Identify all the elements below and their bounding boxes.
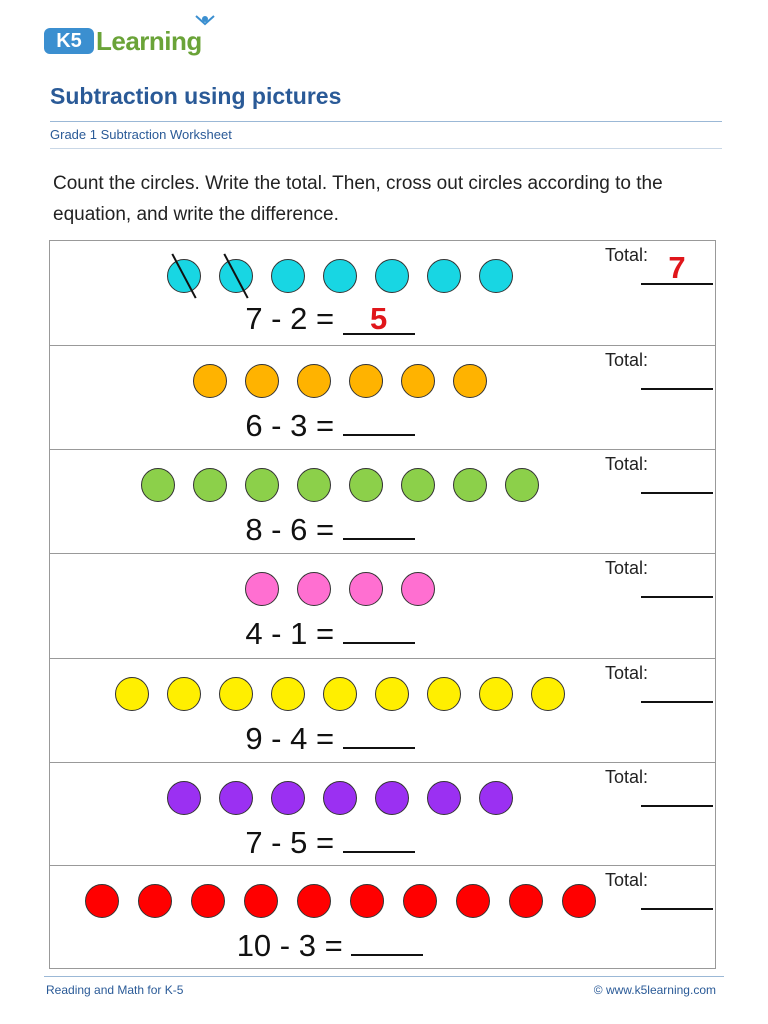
footer-divider bbox=[44, 976, 724, 977]
count-circle[interactable] bbox=[85, 884, 119, 918]
equation-text: 8 - 6 = bbox=[245, 512, 343, 547]
count-circle[interactable] bbox=[271, 259, 305, 293]
equation bbox=[50, 719, 610, 757]
count-circle[interactable] bbox=[245, 572, 279, 606]
page-title: Subtraction using pictures bbox=[50, 83, 342, 109]
total-label: Total: bbox=[605, 245, 649, 265]
footer-left-text: Reading and Math for K-5 bbox=[46, 983, 184, 997]
difference-answer-field[interactable] bbox=[351, 926, 423, 956]
count-circle[interactable] bbox=[271, 677, 305, 711]
difference-answer-field[interactable] bbox=[343, 823, 415, 853]
difference-answer-field[interactable] bbox=[343, 719, 415, 749]
k5-learning-logo bbox=[44, 24, 214, 58]
count-circle[interactable] bbox=[479, 259, 513, 293]
count-circle[interactable] bbox=[193, 364, 227, 398]
count-circle[interactable] bbox=[193, 468, 227, 502]
count-circle[interactable] bbox=[141, 468, 175, 502]
count-circle[interactable] bbox=[456, 884, 490, 918]
count-circle[interactable] bbox=[531, 677, 565, 711]
count-circle[interactable] bbox=[323, 781, 357, 815]
exercise-grid bbox=[49, 240, 716, 969]
total-label: Total: bbox=[605, 870, 649, 890]
equation bbox=[50, 614, 610, 652]
count-circle[interactable] bbox=[375, 781, 409, 815]
count-circle[interactable] bbox=[427, 781, 461, 815]
exercise-row bbox=[50, 450, 715, 554]
footer-right-text: © www.k5learning.com bbox=[593, 983, 716, 997]
count-circle[interactable] bbox=[271, 781, 305, 815]
total-answer-field[interactable] bbox=[641, 878, 713, 910]
equation-text: 6 - 3 = bbox=[245, 408, 343, 443]
equation-text: 4 - 1 = bbox=[245, 616, 343, 651]
equation-text: 10 - 3 = bbox=[236, 928, 352, 963]
count-circle[interactable] bbox=[297, 572, 331, 606]
difference-answer-field[interactable] bbox=[343, 510, 415, 540]
count-circle[interactable] bbox=[167, 781, 201, 815]
equation bbox=[50, 823, 610, 861]
count-circle[interactable] bbox=[349, 364, 383, 398]
difference-answer-field[interactable] bbox=[343, 406, 415, 436]
count-circle[interactable] bbox=[401, 572, 435, 606]
count-circle[interactable] bbox=[323, 259, 357, 293]
count-circle[interactable] bbox=[297, 364, 331, 398]
instructions: Count the circles. Write the total. Then, cross out circles according to the equation, and write the difference. bbox=[53, 173, 663, 225]
total-answer-field[interactable]: 7 bbox=[641, 253, 713, 285]
count-circle[interactable] bbox=[562, 884, 596, 918]
count-circle[interactable] bbox=[350, 884, 384, 918]
total-answer-field[interactable] bbox=[641, 566, 713, 598]
equation-text: 9 - 4 = bbox=[245, 721, 343, 756]
count-circle[interactable] bbox=[479, 781, 513, 815]
count-circle[interactable] bbox=[297, 884, 331, 918]
total-label: Total: bbox=[605, 558, 649, 578]
exercise-row bbox=[50, 554, 715, 659]
count-circle[interactable] bbox=[375, 259, 409, 293]
total-label: Total: bbox=[605, 350, 649, 370]
equation bbox=[50, 926, 610, 964]
equation bbox=[50, 406, 610, 444]
count-circle[interactable] bbox=[349, 572, 383, 606]
equation-text: 7 - 5 = bbox=[245, 825, 343, 860]
count-circle[interactable] bbox=[401, 468, 435, 502]
count-circle[interactable] bbox=[403, 884, 437, 918]
total-answer-field[interactable] bbox=[641, 775, 713, 807]
count-circle[interactable] bbox=[115, 677, 149, 711]
total-label: Total: bbox=[605, 454, 649, 474]
count-circle[interactable] bbox=[244, 884, 278, 918]
total-label: Total: bbox=[605, 767, 649, 787]
count-circle[interactable] bbox=[191, 884, 225, 918]
logo-badge: K5 bbox=[44, 28, 94, 54]
exercise-row bbox=[50, 659, 715, 763]
subtitle-divider bbox=[50, 148, 722, 149]
count-circle[interactable] bbox=[297, 468, 331, 502]
equation bbox=[50, 510, 610, 548]
count-circle[interactable] bbox=[427, 677, 461, 711]
count-circle[interactable] bbox=[138, 884, 172, 918]
count-circle[interactable] bbox=[323, 677, 357, 711]
count-circle[interactable] bbox=[453, 468, 487, 502]
count-circle[interactable] bbox=[245, 468, 279, 502]
exercise-row bbox=[50, 763, 715, 866]
logo-figure-icon bbox=[194, 14, 216, 32]
title-divider bbox=[50, 121, 722, 122]
equation bbox=[50, 301, 610, 337]
count-circle[interactable] bbox=[479, 677, 513, 711]
total-label: Total: bbox=[605, 663, 649, 683]
exercise-row bbox=[50, 241, 715, 346]
logo-word: Learning bbox=[96, 26, 202, 56]
count-circle[interactable] bbox=[167, 677, 201, 711]
equation-text: 7 - 2 = bbox=[245, 301, 343, 336]
count-circle[interactable] bbox=[245, 364, 279, 398]
exercise-row bbox=[50, 866, 715, 969]
difference-answer-field[interactable] bbox=[343, 614, 415, 644]
count-circle[interactable] bbox=[509, 884, 543, 918]
total-answer-field[interactable] bbox=[641, 671, 713, 703]
difference-answer-field[interactable]: 5 bbox=[343, 305, 415, 335]
total-answer-field[interactable] bbox=[641, 462, 713, 494]
count-circle[interactable] bbox=[453, 364, 487, 398]
exercise-row bbox=[50, 346, 715, 450]
count-circle[interactable] bbox=[375, 677, 409, 711]
count-circle[interactable] bbox=[219, 781, 253, 815]
count-circle[interactable] bbox=[427, 259, 461, 293]
total-answer-field[interactable] bbox=[641, 358, 713, 390]
count-circle[interactable] bbox=[219, 677, 253, 711]
count-circle[interactable] bbox=[401, 364, 435, 398]
page-subtitle: Grade 1 Subtraction Worksheet bbox=[50, 127, 232, 142]
count-circle[interactable] bbox=[505, 468, 539, 502]
count-circle[interactable] bbox=[349, 468, 383, 502]
